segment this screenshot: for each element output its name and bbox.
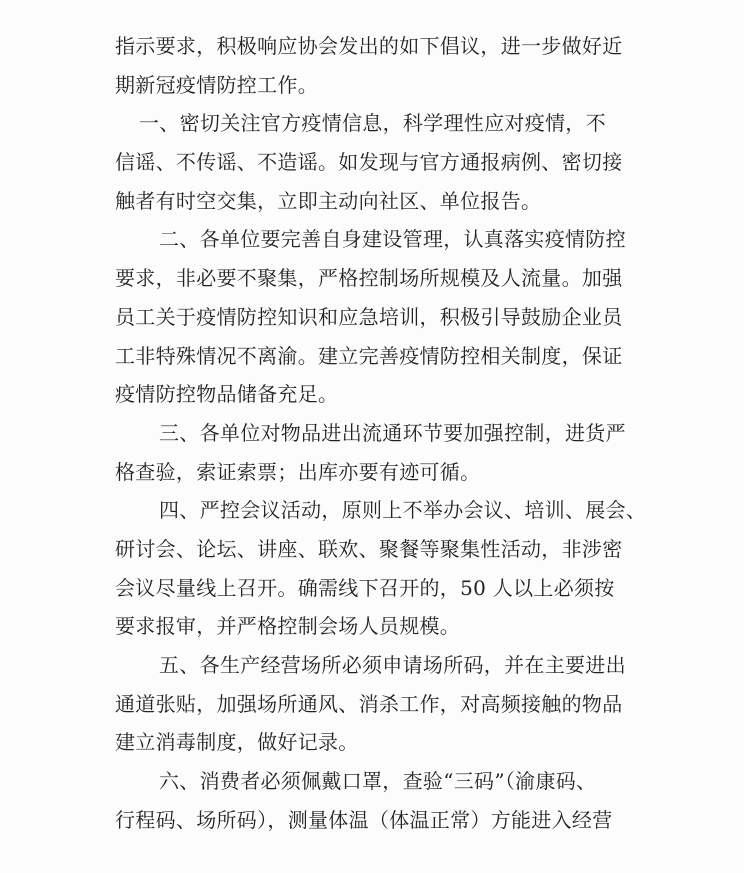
text-line: 要求，非必要不聚集，严格控制场所规模及人流量。加强 (115, 266, 623, 291)
text-line: 行程码、场所码），测量体温（体温正常）方能进入经营 (115, 807, 613, 832)
paragraph-5-start: 五、各生产经营场所必须申请场所码，并在主要进出 (159, 653, 626, 677)
paragraph-2-start: 二、各单位要完善自身建设管理，认真落实疫情防控 (159, 227, 626, 252)
paragraph-4-start: 四、严控会议活动，原则上不举办会议、培训、展会、 (159, 498, 647, 523)
paragraph-1-start: 一、密切关注官方疫情信息，科学理性应对疫情，不 (139, 111, 606, 136)
document-page (115, 27, 647, 839)
text-line: 疫情防控物品储备充足。 (115, 382, 339, 407)
text-line: 触者有时空交集，立即主动向社区、单位报告。 (115, 188, 542, 213)
paragraph-3-start: 三、各单位对物品进出流通环节要加强控制，进货严 (159, 420, 626, 445)
text-line: 指示要求，积极响应协会发出的如下倡议，进一步做好近 (115, 34, 623, 58)
text-line: 建立消毒制度，做好记录。 (115, 730, 359, 755)
text-line: 会议尽量线上召开。确需线下召开的，50 人以上必须按 (115, 575, 615, 600)
text-line: 工非特殊情况不离渝。建立完善疫情防控相关制度，保证 (115, 343, 623, 368)
text-line: 研讨会、论坛、讲座、联欢、聚餐等聚集性活动，非涉密 (115, 536, 623, 561)
text-line: 通道张贴，加强场所通风、消杀工作，对高频接触的物品 (115, 691, 623, 716)
text-line: 期新冠疫情防控工作。 (115, 72, 318, 97)
text-line: 格查验，索证索票；出库亦要有迹可循。 (115, 459, 481, 484)
text-line: 信谣、不传谣、不造谣。如发现与官方通报病例、密切接 (115, 150, 623, 175)
text-line: 要求报审，并严格控制会场人员规模。 (115, 614, 461, 639)
paragraph-6-start: 六、消费者必须佩戴口罩，查验“三码”（渝康码、 (159, 769, 597, 794)
text-line: 员工关于疫情防控知识和应急培训，积极引导鼓励企业员 (115, 304, 623, 329)
